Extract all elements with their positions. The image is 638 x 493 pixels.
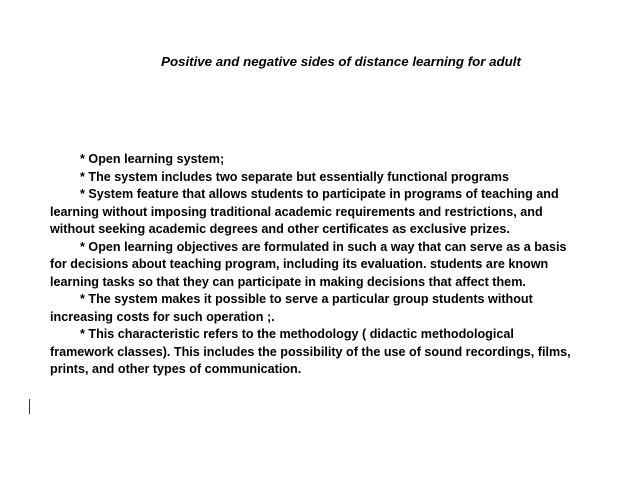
body-line: * Open learning objectives are formulated in such a way that can serve as a basis: [80, 239, 567, 254]
document-title: [0, 54, 638, 69]
body-line: * The system makes it possible to serve a particular group students without: [80, 292, 533, 306]
body-line: * System feature that allows students to participate in programs of teaching and: [80, 187, 559, 201]
body-line: * The system includes two separate but essentially functional programs: [80, 169, 510, 184]
body-line: prints, and other types of communication.: [50, 362, 302, 376]
body-line: * Open learning system;: [80, 152, 225, 166]
body-line: learning tasks so that they can participate in making decisions that affect them.: [50, 274, 526, 289]
body-line: framework classes). This includes the possibility of the use of sound recordings, films,: [50, 344, 571, 359]
body-line: * This characteristic refers to the methodology ( didactic methodological: [80, 327, 514, 341]
body-line: for decisions about teaching program, including its evaluation. students are known: [50, 257, 549, 271]
body-line: without seeking academic degrees and other certificates as exclusive prizes.: [50, 222, 510, 236]
document-title-text: Positive and negative sides of distance learning for adult: [161, 54, 521, 69]
margin-mark: [29, 399, 30, 414]
document-body: [50, 151, 595, 379]
body-line: learning without imposing traditional academic requirements and restrictions, and: [50, 204, 543, 219]
body-line: increasing costs for such operation ;.: [50, 309, 275, 324]
